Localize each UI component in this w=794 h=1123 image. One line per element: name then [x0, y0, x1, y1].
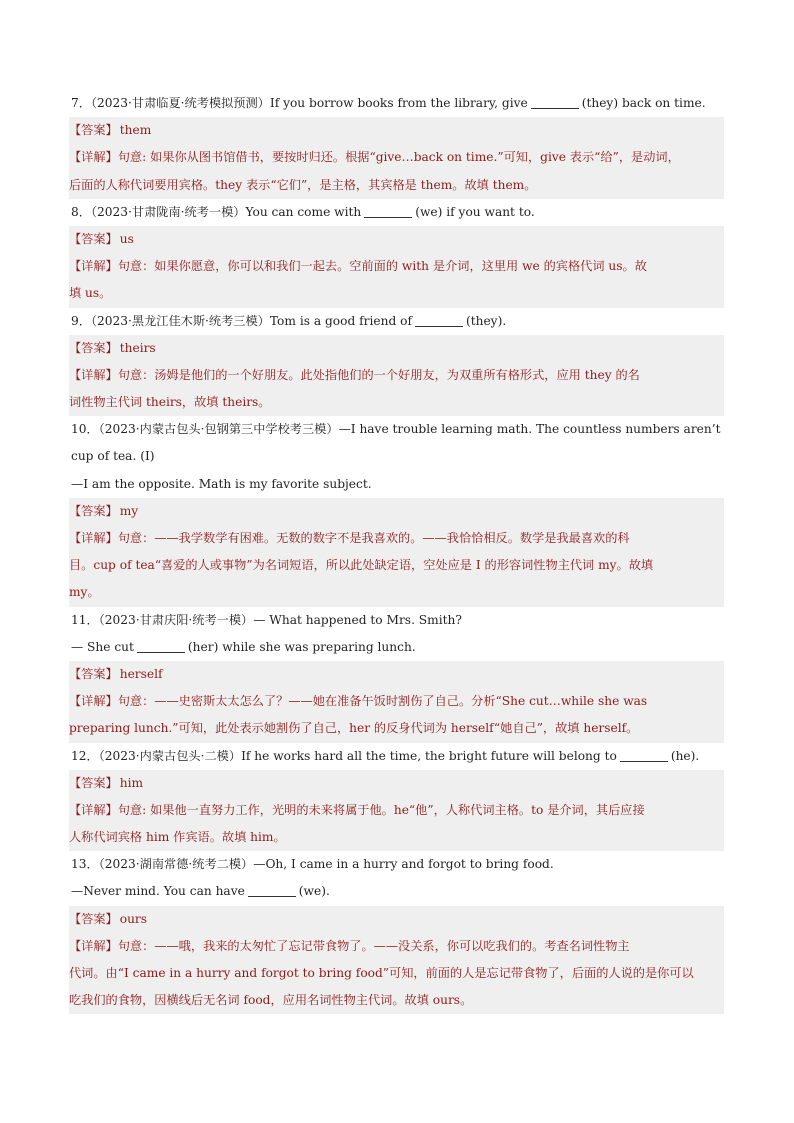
explanation-line [69, 987, 724, 1014]
question-source: （2023·湖南常德·统考二模） [98, 857, 254, 872]
question-number: 12． [71, 748, 99, 763]
explanation-text: 填 us。 [69, 286, 112, 301]
answer-value: us [119, 231, 134, 246]
explanation-text: 吃我们的食物，因横线后无名词 food，应用名词性物主代词。故填 ours。 [69, 993, 473, 1008]
answer-blank [620, 749, 668, 762]
answer-tag: 【答案】 [69, 911, 118, 926]
question-stem-line [69, 416, 724, 443]
explanation-tag: 【详解】 [69, 694, 118, 709]
question-stem-line [69, 851, 724, 878]
answer-line [69, 226, 724, 253]
question-text: —I have trouble learning math. The countless numbers aren’t [338, 422, 721, 437]
question-hint: (they). [465, 313, 507, 328]
explanation-text: 句意：——我学数学有困难。无数的数字不是我喜欢的。——我恰恰相反。数学是我最喜欢的科 [117, 531, 630, 545]
question-source: （2023·黑龙江佳木斯·统考三模） [90, 313, 270, 328]
explanation-text: 词性物主代词 theirs，故填 theirs。 [69, 395, 271, 410]
explanation-line [69, 253, 724, 280]
explanation-line [69, 933, 724, 960]
explanation-tag: 【详解】 [69, 938, 118, 953]
explanation-line [69, 797, 724, 824]
answer-line [69, 770, 724, 797]
explanation-line [69, 579, 724, 606]
question-number: 10． [71, 422, 99, 437]
question-text: — What happened to Mrs. Smith? [253, 612, 462, 627]
question-number: 13． [71, 857, 99, 872]
answer-blank [415, 314, 463, 327]
explanation-line [69, 525, 724, 552]
question-block [69, 851, 724, 1014]
explanation-text: 句意：——哦，我来的太匆忙了忘记带食物了。——没关系，你可以吃我们的。考查名词性物主 [117, 938, 630, 953]
question-hint: (he). [670, 748, 700, 763]
explanation-text: 句意: 如果你从图书馆借书，要按时归还。根据“give…back on time.”可知，give 表示“给”，是动词， [117, 150, 680, 165]
question-hint: (they) back on time. [581, 96, 706, 110]
question-text: cup of tea. (I) [71, 449, 155, 464]
question-stem-line [69, 199, 724, 226]
explanation-line [69, 280, 724, 307]
explanation-line [69, 552, 724, 579]
explanation-text: 句意：——史密斯太太怎么了？——她在准备午饭时割伤了自己。分析“She cut…while she was [117, 694, 648, 709]
explanation-line [69, 172, 724, 199]
question-hint: (her) while she was preparing lunch. [187, 639, 416, 654]
answer-value: my [119, 503, 139, 518]
explanation-line [69, 362, 724, 389]
question-text: —Never mind. You can have [71, 884, 245, 899]
question-hint: (we) if you want to. [415, 204, 535, 219]
explanation-text: 代词。由“I came in a hurry and forgot to bring food”可知，前面的人是忘记带食物了，后面的人说的是你可以 [69, 966, 694, 980]
question-text: If he works hard all the time, the bright future will belong to [241, 748, 617, 763]
explanation-tag: 【详解】 [69, 150, 118, 165]
explanation-tag: 【详解】 [69, 367, 118, 382]
explanation-line [69, 715, 724, 742]
explanation-tag: 【详解】 [69, 531, 118, 545]
question-block [69, 90, 724, 199]
question-stem-line [69, 743, 724, 770]
explanation-text: 后面的人称代词要用宾格。they 表示“它们”，是主格，其宾格是 them。故填 them。 [69, 177, 537, 192]
question-stem-line [69, 471, 724, 498]
question-number: 11． [71, 612, 99, 627]
explanation-text: 句意：汤姆是他们的一个好朋友。此处指他们的一个好朋友，为双重所有格形式，应用 they 的名 [117, 367, 640, 382]
question-block [69, 308, 724, 417]
answer-line [69, 498, 724, 525]
question-source: （2023·甘肃陇南·统考一模） [90, 204, 246, 219]
question-text: If you borrow books from the library, give [269, 96, 528, 110]
explanation-line [69, 824, 724, 851]
answer-line [69, 661, 724, 688]
answer-value: ours [119, 911, 148, 926]
answer-tag: 【答案】 [69, 503, 118, 518]
question-stem-line [69, 308, 724, 335]
question-block [69, 607, 724, 743]
question-hint: (we). [298, 884, 330, 899]
explanation-tag: 【详解】 [69, 259, 118, 274]
question-text: —I am the opposite. Math is my favorite subject. [71, 476, 372, 491]
question-stem-line [69, 607, 724, 634]
question-text: — She cut [71, 639, 134, 654]
explanation-line [69, 960, 724, 987]
answer-line [69, 117, 724, 144]
question-number: 8． [71, 204, 91, 219]
answer-blank [364, 205, 412, 218]
answer-value: herself [119, 666, 163, 681]
explanation-text: preparing lunch.”可知，此处表示她割伤了自己，her 的反身代词为 herself“她自己”，故填 herself。 [69, 721, 639, 736]
answer-blank [248, 884, 296, 897]
answer-blank [531, 96, 579, 109]
answer-value: theirs [119, 340, 156, 355]
question-source: （2023·内蒙古包头·二模） [98, 748, 242, 763]
question-stem-line [69, 443, 724, 470]
explanation-line [69, 688, 724, 715]
answer-value: him [119, 775, 144, 790]
explanation-line [69, 144, 724, 171]
explanation-text: 句意: 如果他一直努力工作，光明的未来将属于他。he“他”，人称代词主格。to 是介词，其后应接 [117, 802, 645, 817]
question-stem-line [69, 90, 724, 117]
question-source: （2023·甘肃临夏·统考模拟预测） [90, 96, 270, 110]
question-source: （2023·甘肃庆阳·统考一模） [98, 612, 254, 627]
answer-tag: 【答案】 [69, 123, 118, 138]
question-block [69, 743, 724, 852]
explanation-text: 人称代词宾格 him 作宾语。故填 him。 [69, 830, 286, 845]
answer-tag: 【答案】 [69, 340, 118, 355]
question-source: （2023·内蒙古包头·包钢第三中学校考三模） [98, 422, 339, 437]
question-number: 9． [71, 313, 91, 328]
answer-value: them [119, 123, 152, 138]
question-stem-line [69, 634, 724, 661]
answer-tag: 【答案】 [69, 666, 118, 681]
explanation-line [69, 389, 724, 416]
question-stem-line [69, 878, 724, 905]
document-page [69, 90, 724, 1014]
answer-tag: 【答案】 [69, 231, 118, 246]
explanation-tag: 【详解】 [69, 802, 118, 817]
question-number: 7． [71, 96, 91, 110]
question-text: —Oh, I came in a hurry and forgot to bring food. [253, 857, 554, 872]
question-block [69, 199, 724, 308]
explanation-text: my。 [69, 585, 100, 600]
question-block [69, 416, 724, 606]
explanation-text: 目。cup of tea“喜爱的人或事物”为名词短语，所以此处缺定语，空处应是 I 的形容词性物主代词 my。故填 [69, 558, 654, 573]
question-text: Tom is a good friend of [269, 313, 412, 328]
explanation-text: 句意：如果你愿意，你可以和我们一起去。空前面的 with 是介词，这里用 we 的宾格代词 us。故 [117, 259, 647, 274]
answer-line [69, 906, 724, 933]
answer-line [69, 335, 724, 362]
question-text: You can come with [245, 204, 362, 219]
answer-blank [137, 640, 185, 653]
answer-tag: 【答案】 [69, 775, 118, 790]
